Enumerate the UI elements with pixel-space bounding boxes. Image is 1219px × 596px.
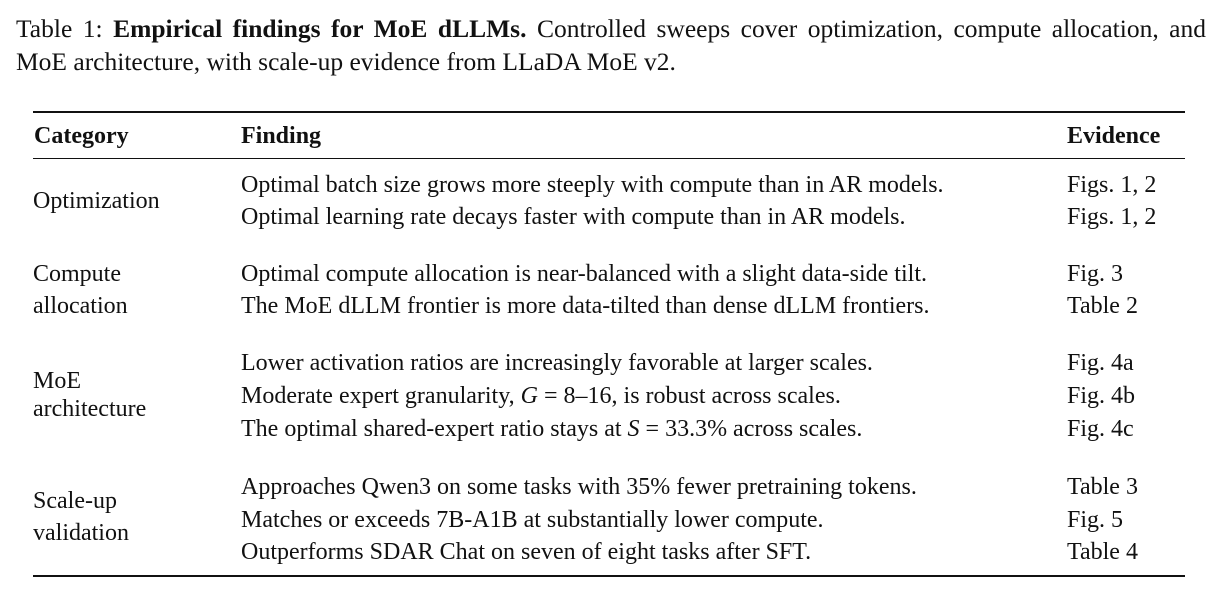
caption-text: Controlled sweeps cover optimization, compute allocation, and MoE architecture, with scale-up evidence from LLaDA MoE v2.: [16, 14, 1206, 76]
caption-label: Table 1:: [16, 14, 103, 43]
finding-text-pre: Moderate expert granularity,: [241, 383, 521, 409]
evidence-cell: Fig. 4c: [1067, 416, 1134, 442]
category-optimization: Optimization: [33, 188, 160, 214]
finding-row: Outperforms SDAR Chat on seven of eight tasks after SFT.: [241, 539, 812, 565]
evidence-cell: Fig. 4a: [1067, 350, 1134, 376]
header-finding: Finding: [241, 123, 322, 149]
table-top-rule: [33, 111, 1185, 113]
evidence-cell: Figs. 1, 2: [1067, 172, 1157, 198]
finding-row: Optimal batch size grows more steeply with compute than in AR models.: [241, 172, 944, 198]
finding-row: [241, 413, 862, 445]
finding-row: Optimal compute allocation is near-balanced with a slight data-side tilt.: [241, 261, 927, 287]
evidence-cell: Table 4: [1067, 539, 1138, 565]
caption-title: Empirical findings for MoE dLLMs.: [113, 14, 527, 43]
finding-text-post: = 33.3% across scales.: [639, 416, 863, 442]
header-category: Category: [34, 123, 129, 149]
finding-row: The MoE dLLM frontier is more data-tilted than dense dLLM frontiers.: [241, 293, 930, 319]
header-evidence: Evidence: [1067, 123, 1161, 149]
table-caption: [16, 12, 1206, 78]
evidence-cell: Table 2: [1067, 293, 1138, 319]
math-variable-g: G: [520, 383, 538, 409]
math-variable-s: S: [627, 416, 640, 442]
finding-row: Optimal learning rate decays faster with compute than in AR models.: [241, 204, 906, 230]
finding-text-pre: The optimal shared-expert ratio stays at: [241, 416, 628, 442]
category-scaleup-line1: Scale-up: [33, 488, 117, 514]
evidence-cell: Table 3: [1067, 474, 1138, 500]
table-header-rule: [33, 158, 1185, 159]
table-bottom-rule: [33, 575, 1185, 577]
category-moe-line2: architecture: [33, 396, 147, 422]
finding-row: [241, 380, 841, 412]
category-moe-line1: MoE: [33, 368, 81, 394]
evidence-cell: Fig. 4b: [1067, 383, 1136, 409]
category-compute-line2: allocation: [33, 293, 128, 319]
finding-text-post: = 8–16, is robust across scales.: [538, 383, 841, 409]
category-compute-line1: Compute: [33, 261, 121, 287]
category-scaleup-line2: validation: [33, 520, 129, 546]
evidence-cell: Figs. 1, 2: [1067, 204, 1157, 230]
finding-row: Lower activation ratios are increasingly favorable at larger scales.: [241, 350, 873, 376]
evidence-cell: Fig. 3: [1067, 261, 1124, 287]
evidence-cell: Fig. 5: [1067, 507, 1124, 533]
finding-row: Matches or exceeds 7B-A1B at substantially lower compute.: [241, 507, 824, 533]
finding-row: Approaches Qwen3 on some tasks with 35% fewer pretraining tokens.: [241, 474, 917, 500]
